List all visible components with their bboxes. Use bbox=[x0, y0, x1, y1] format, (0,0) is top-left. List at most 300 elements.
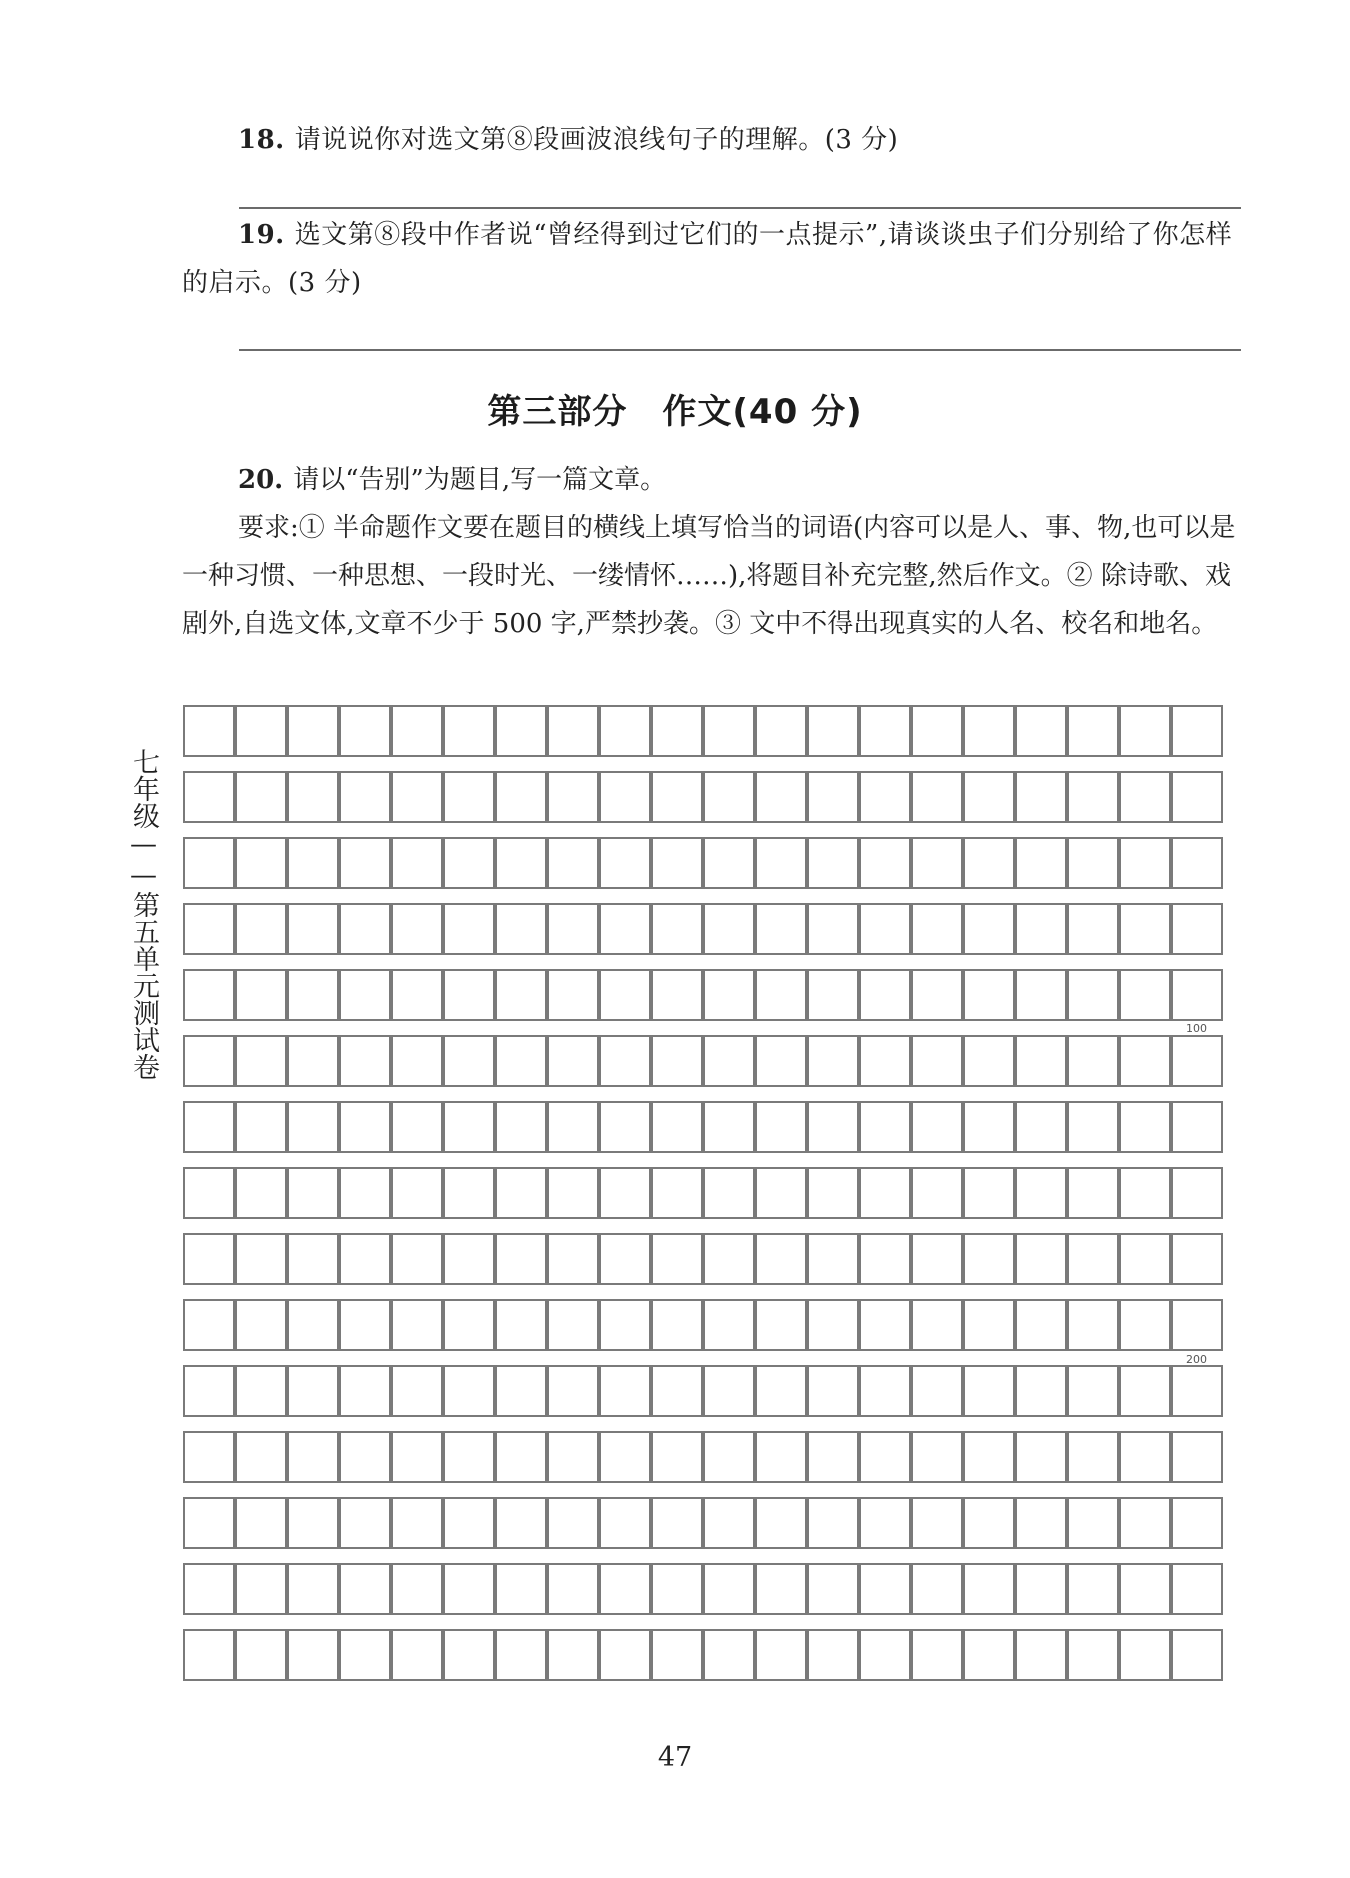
grid-cell[interactable] bbox=[1015, 1101, 1067, 1153]
grid-cell[interactable] bbox=[495, 903, 547, 955]
grid-cell[interactable] bbox=[183, 837, 235, 889]
grid-cell[interactable] bbox=[755, 1431, 807, 1483]
grid-cell[interactable] bbox=[495, 1497, 547, 1549]
grid-cell[interactable] bbox=[1119, 969, 1171, 1021]
grid-cell[interactable] bbox=[599, 903, 651, 955]
grid-cell[interactable] bbox=[859, 1563, 911, 1615]
grid-cell[interactable] bbox=[1171, 771, 1223, 823]
grid-cell[interactable] bbox=[547, 1497, 599, 1549]
grid-cell[interactable] bbox=[443, 837, 495, 889]
grid-cell[interactable] bbox=[1171, 1563, 1223, 1615]
grid-cell[interactable] bbox=[287, 1233, 339, 1285]
grid-cell[interactable] bbox=[1015, 1563, 1067, 1615]
grid-cell[interactable] bbox=[1067, 705, 1119, 757]
grid-cell[interactable] bbox=[1119, 1563, 1171, 1615]
grid-cell[interactable] bbox=[1015, 903, 1067, 955]
grid-cell[interactable] bbox=[391, 1035, 443, 1087]
grid-cell[interactable] bbox=[807, 1431, 859, 1483]
grid-cell[interactable] bbox=[1067, 1233, 1119, 1285]
grid-cell[interactable] bbox=[755, 1299, 807, 1351]
grid-cell[interactable] bbox=[963, 1431, 1015, 1483]
grid-cell[interactable] bbox=[391, 837, 443, 889]
grid-cell[interactable] bbox=[1171, 837, 1223, 889]
grid-cell[interactable] bbox=[651, 771, 703, 823]
grid-cell[interactable] bbox=[963, 1563, 1015, 1615]
grid-cell[interactable] bbox=[495, 1233, 547, 1285]
grid-cell[interactable] bbox=[703, 837, 755, 889]
grid-cell[interactable] bbox=[599, 1167, 651, 1219]
grid-cell[interactable] bbox=[443, 705, 495, 757]
grid-cell[interactable] bbox=[443, 1431, 495, 1483]
grid-cell[interactable] bbox=[859, 837, 911, 889]
grid-cell[interactable] bbox=[703, 705, 755, 757]
grid-cell[interactable] bbox=[1015, 1431, 1067, 1483]
grid-cell[interactable] bbox=[1067, 837, 1119, 889]
grid-cell[interactable] bbox=[287, 1629, 339, 1681]
grid-cell[interactable] bbox=[651, 1299, 703, 1351]
grid-cell[interactable] bbox=[339, 903, 391, 955]
grid-cell[interactable] bbox=[1171, 1167, 1223, 1219]
grid-cell[interactable] bbox=[859, 1167, 911, 1219]
grid-cell[interactable] bbox=[547, 1035, 599, 1087]
grid-cell[interactable] bbox=[547, 1563, 599, 1615]
grid-cell[interactable] bbox=[183, 1365, 235, 1417]
grid-cell[interactable] bbox=[1015, 1167, 1067, 1219]
grid-cell[interactable] bbox=[859, 1035, 911, 1087]
grid-cell[interactable] bbox=[807, 837, 859, 889]
grid-cell[interactable] bbox=[287, 1497, 339, 1549]
grid-cell[interactable] bbox=[235, 1035, 287, 1087]
grid-cell[interactable] bbox=[339, 969, 391, 1021]
grid-cell[interactable] bbox=[911, 1629, 963, 1681]
grid-cell[interactable] bbox=[183, 705, 235, 757]
grid-cell[interactable] bbox=[495, 1299, 547, 1351]
grid-cell[interactable] bbox=[391, 1431, 443, 1483]
grid-cell[interactable] bbox=[235, 705, 287, 757]
grid-cell[interactable] bbox=[339, 771, 391, 823]
grid-cell[interactable] bbox=[599, 837, 651, 889]
grid-cell[interactable] bbox=[547, 1101, 599, 1153]
grid-cell[interactable] bbox=[651, 705, 703, 757]
grid-cell[interactable] bbox=[547, 771, 599, 823]
grid-cell[interactable] bbox=[1119, 1365, 1171, 1417]
grid-cell[interactable] bbox=[963, 1629, 1015, 1681]
grid-cell[interactable] bbox=[1015, 1497, 1067, 1549]
grid-cell[interactable] bbox=[911, 903, 963, 955]
grid-cell[interactable] bbox=[495, 1563, 547, 1615]
grid-cell[interactable] bbox=[391, 1101, 443, 1153]
grid-cell[interactable] bbox=[651, 1233, 703, 1285]
grid-cell[interactable] bbox=[495, 1365, 547, 1417]
grid-cell[interactable] bbox=[391, 1299, 443, 1351]
grid-cell[interactable] bbox=[287, 1299, 339, 1351]
grid-cell[interactable] bbox=[1119, 771, 1171, 823]
grid-cell[interactable] bbox=[963, 771, 1015, 823]
grid-cell[interactable] bbox=[235, 1233, 287, 1285]
grid-cell[interactable] bbox=[391, 1629, 443, 1681]
grid-cell[interactable] bbox=[183, 1497, 235, 1549]
grid-cell[interactable] bbox=[963, 1299, 1015, 1351]
grid-cell[interactable] bbox=[911, 1299, 963, 1351]
grid-cell[interactable] bbox=[911, 705, 963, 757]
grid-cell[interactable] bbox=[235, 1563, 287, 1615]
grid-cell[interactable] bbox=[1067, 1563, 1119, 1615]
grid-cell[interactable] bbox=[911, 1233, 963, 1285]
grid-cell[interactable] bbox=[287, 969, 339, 1021]
grid-cell[interactable] bbox=[1015, 1035, 1067, 1087]
grid-cell[interactable] bbox=[1171, 1299, 1223, 1351]
grid-cell[interactable] bbox=[807, 1563, 859, 1615]
grid-cell[interactable] bbox=[755, 1365, 807, 1417]
grid-cell[interactable] bbox=[1171, 1629, 1223, 1681]
grid-cell[interactable] bbox=[807, 1497, 859, 1549]
grid-cell[interactable] bbox=[807, 1233, 859, 1285]
grid-cell[interactable] bbox=[755, 771, 807, 823]
grid-cell[interactable] bbox=[391, 1233, 443, 1285]
grid-cell[interactable] bbox=[547, 969, 599, 1021]
grid-cell[interactable] bbox=[495, 1101, 547, 1153]
grid-cell[interactable] bbox=[755, 1035, 807, 1087]
grid-cell[interactable] bbox=[755, 705, 807, 757]
grid-cell[interactable] bbox=[703, 771, 755, 823]
grid-cell[interactable] bbox=[703, 1629, 755, 1681]
grid-cell[interactable] bbox=[391, 969, 443, 1021]
grid-cell[interactable] bbox=[1015, 837, 1067, 889]
grid-cell[interactable] bbox=[703, 1497, 755, 1549]
grid-cell[interactable] bbox=[1171, 1431, 1223, 1483]
grid-cell[interactable] bbox=[1119, 1101, 1171, 1153]
grid-cell[interactable] bbox=[391, 705, 443, 757]
grid-cell[interactable] bbox=[1067, 1629, 1119, 1681]
grid-cell[interactable] bbox=[339, 1431, 391, 1483]
grid-cell[interactable] bbox=[1119, 1233, 1171, 1285]
grid-cell[interactable] bbox=[495, 1629, 547, 1681]
grid-cell[interactable] bbox=[547, 1431, 599, 1483]
grid-cell[interactable] bbox=[599, 1629, 651, 1681]
grid-cell[interactable] bbox=[703, 1233, 755, 1285]
grid-cell[interactable] bbox=[755, 837, 807, 889]
grid-cell[interactable] bbox=[755, 903, 807, 955]
grid-cell[interactable] bbox=[183, 1629, 235, 1681]
grid-cell[interactable] bbox=[807, 969, 859, 1021]
grid-cell[interactable] bbox=[443, 969, 495, 1021]
grid-cell[interactable] bbox=[963, 1233, 1015, 1285]
grid-cell[interactable] bbox=[495, 1035, 547, 1087]
grid-cell[interactable] bbox=[1015, 969, 1067, 1021]
grid-cell[interactable] bbox=[651, 837, 703, 889]
grid-cell[interactable] bbox=[391, 903, 443, 955]
grid-cell[interactable] bbox=[339, 1101, 391, 1153]
grid-cell[interactable] bbox=[599, 1299, 651, 1351]
grid-cell[interactable] bbox=[1015, 1629, 1067, 1681]
grid-cell[interactable] bbox=[963, 1035, 1015, 1087]
grid-cell[interactable] bbox=[911, 1035, 963, 1087]
grid-cell[interactable] bbox=[1119, 1431, 1171, 1483]
grid-cell[interactable] bbox=[651, 903, 703, 955]
grid-cell[interactable] bbox=[1067, 1365, 1119, 1417]
grid-cell[interactable] bbox=[235, 1365, 287, 1417]
grid-cell[interactable] bbox=[391, 1497, 443, 1549]
grid-cell[interactable] bbox=[287, 837, 339, 889]
grid-cell[interactable] bbox=[235, 969, 287, 1021]
grid-cell[interactable] bbox=[547, 837, 599, 889]
grid-cell[interactable] bbox=[235, 903, 287, 955]
grid-cell[interactable] bbox=[339, 1563, 391, 1615]
grid-cell[interactable] bbox=[287, 903, 339, 955]
grid-cell[interactable] bbox=[859, 705, 911, 757]
grid-cell[interactable] bbox=[911, 837, 963, 889]
grid-cell[interactable] bbox=[1119, 1299, 1171, 1351]
grid-cell[interactable] bbox=[1015, 771, 1067, 823]
grid-cell[interactable] bbox=[859, 903, 911, 955]
grid-cell[interactable] bbox=[1015, 1233, 1067, 1285]
grid-cell[interactable] bbox=[755, 1497, 807, 1549]
grid-cell[interactable] bbox=[1119, 1629, 1171, 1681]
grid-cell[interactable] bbox=[443, 771, 495, 823]
grid-cell[interactable] bbox=[755, 1101, 807, 1153]
grid-cell[interactable] bbox=[1015, 705, 1067, 757]
grid-cell[interactable] bbox=[183, 1233, 235, 1285]
grid-cell[interactable] bbox=[599, 1563, 651, 1615]
grid-cell[interactable] bbox=[391, 1365, 443, 1417]
grid-cell[interactable] bbox=[911, 1101, 963, 1153]
grid-cell[interactable] bbox=[703, 1299, 755, 1351]
grid-cell[interactable] bbox=[1119, 837, 1171, 889]
grid-cell[interactable] bbox=[391, 1167, 443, 1219]
grid-cell[interactable] bbox=[495, 771, 547, 823]
grid-cell[interactable] bbox=[287, 771, 339, 823]
grid-cell[interactable] bbox=[651, 1101, 703, 1153]
grid-cell[interactable] bbox=[235, 837, 287, 889]
grid-cell[interactable] bbox=[183, 1299, 235, 1351]
grid-cell[interactable] bbox=[703, 969, 755, 1021]
grid-cell[interactable] bbox=[807, 903, 859, 955]
grid-cell[interactable] bbox=[807, 1299, 859, 1351]
grid-cell[interactable] bbox=[1119, 705, 1171, 757]
grid-cell[interactable] bbox=[703, 1035, 755, 1087]
grid-cell[interactable] bbox=[859, 1101, 911, 1153]
grid-cell[interactable] bbox=[443, 1299, 495, 1351]
grid-cell[interactable] bbox=[495, 1167, 547, 1219]
grid-cell[interactable] bbox=[287, 1167, 339, 1219]
answer-line-19[interactable] bbox=[239, 349, 1241, 351]
grid-cell[interactable] bbox=[911, 1563, 963, 1615]
grid-cell[interactable] bbox=[495, 837, 547, 889]
grid-cell[interactable] bbox=[547, 1299, 599, 1351]
grid-cell[interactable] bbox=[339, 837, 391, 889]
grid-cell[interactable] bbox=[1067, 1167, 1119, 1219]
grid-cell[interactable] bbox=[339, 1233, 391, 1285]
grid-cell[interactable] bbox=[911, 1431, 963, 1483]
grid-cell[interactable] bbox=[703, 1431, 755, 1483]
grid-cell[interactable] bbox=[287, 1035, 339, 1087]
grid-cell[interactable] bbox=[651, 1167, 703, 1219]
grid-cell[interactable] bbox=[547, 903, 599, 955]
grid-cell[interactable] bbox=[755, 1233, 807, 1285]
grid-cell[interactable] bbox=[1171, 705, 1223, 757]
grid-cell[interactable] bbox=[963, 969, 1015, 1021]
grid-cell[interactable] bbox=[1119, 1167, 1171, 1219]
grid-cell[interactable] bbox=[443, 1233, 495, 1285]
grid-cell[interactable] bbox=[807, 1035, 859, 1087]
grid-cell[interactable] bbox=[859, 1497, 911, 1549]
grid-cell[interactable] bbox=[443, 1563, 495, 1615]
grid-cell[interactable] bbox=[807, 1167, 859, 1219]
grid-cell[interactable] bbox=[807, 705, 859, 757]
grid-cell[interactable] bbox=[1119, 903, 1171, 955]
grid-cell[interactable] bbox=[287, 1431, 339, 1483]
grid-cell[interactable] bbox=[651, 1629, 703, 1681]
grid-cell[interactable] bbox=[859, 1233, 911, 1285]
grid-cell[interactable] bbox=[287, 1365, 339, 1417]
grid-cell[interactable] bbox=[963, 1365, 1015, 1417]
grid-cell[interactable] bbox=[1067, 1497, 1119, 1549]
grid-cell[interactable] bbox=[703, 1101, 755, 1153]
grid-cell[interactable] bbox=[287, 705, 339, 757]
grid-cell[interactable] bbox=[859, 1299, 911, 1351]
grid-cell[interactable] bbox=[1067, 1035, 1119, 1087]
grid-cell[interactable] bbox=[911, 969, 963, 1021]
grid-cell[interactable] bbox=[1171, 1101, 1223, 1153]
grid-cell[interactable] bbox=[599, 1233, 651, 1285]
grid-cell[interactable] bbox=[599, 1365, 651, 1417]
grid-cell[interactable] bbox=[859, 771, 911, 823]
grid-cell[interactable] bbox=[235, 1431, 287, 1483]
grid-cell[interactable] bbox=[807, 1629, 859, 1681]
grid-cell[interactable] bbox=[703, 1365, 755, 1417]
grid-cell[interactable] bbox=[183, 1101, 235, 1153]
grid-cell[interactable] bbox=[703, 903, 755, 955]
grid-cell[interactable] bbox=[547, 1629, 599, 1681]
grid-cell[interactable] bbox=[755, 969, 807, 1021]
grid-cell[interactable] bbox=[703, 1167, 755, 1219]
grid-cell[interactable] bbox=[183, 1167, 235, 1219]
grid-cell[interactable] bbox=[495, 969, 547, 1021]
grid-cell[interactable] bbox=[235, 1629, 287, 1681]
grid-cell[interactable] bbox=[287, 1563, 339, 1615]
grid-cell[interactable] bbox=[963, 903, 1015, 955]
grid-cell[interactable] bbox=[339, 1299, 391, 1351]
grid-cell[interactable] bbox=[235, 1497, 287, 1549]
grid-cell[interactable] bbox=[443, 903, 495, 955]
grid-cell[interactable] bbox=[807, 1365, 859, 1417]
grid-cell[interactable] bbox=[547, 1233, 599, 1285]
grid-cell[interactable] bbox=[1119, 1497, 1171, 1549]
grid-cell[interactable] bbox=[339, 705, 391, 757]
grid-cell[interactable] bbox=[183, 1035, 235, 1087]
grid-cell[interactable] bbox=[1119, 1035, 1171, 1087]
grid-cell[interactable] bbox=[1067, 1299, 1119, 1351]
grid-cell[interactable] bbox=[963, 837, 1015, 889]
grid-cell[interactable] bbox=[859, 969, 911, 1021]
grid-cell[interactable] bbox=[339, 1365, 391, 1417]
grid-cell[interactable] bbox=[911, 1365, 963, 1417]
grid-cell[interactable] bbox=[1067, 969, 1119, 1021]
grid-cell[interactable] bbox=[1067, 1101, 1119, 1153]
grid-cell[interactable] bbox=[183, 1431, 235, 1483]
grid-cell[interactable] bbox=[599, 705, 651, 757]
grid-cell[interactable] bbox=[1067, 771, 1119, 823]
grid-cell[interactable] bbox=[911, 771, 963, 823]
grid-cell[interactable] bbox=[599, 1035, 651, 1087]
grid-cell[interactable] bbox=[599, 1497, 651, 1549]
grid-cell[interactable] bbox=[599, 969, 651, 1021]
grid-cell[interactable] bbox=[1015, 1299, 1067, 1351]
grid-cell[interactable] bbox=[651, 1431, 703, 1483]
grid-cell[interactable] bbox=[547, 1365, 599, 1417]
grid-cell[interactable] bbox=[1171, 1233, 1223, 1285]
grid-cell[interactable] bbox=[183, 903, 235, 955]
grid-cell[interactable] bbox=[1067, 1431, 1119, 1483]
grid-cell[interactable] bbox=[1171, 969, 1223, 1021]
grid-cell[interactable] bbox=[183, 969, 235, 1021]
grid-cell[interactable] bbox=[391, 1563, 443, 1615]
grid-cell[interactable] bbox=[651, 1563, 703, 1615]
grid-cell[interactable] bbox=[235, 1167, 287, 1219]
answer-line-18[interactable] bbox=[239, 207, 1241, 209]
grid-cell[interactable] bbox=[443, 1167, 495, 1219]
grid-cell[interactable] bbox=[807, 771, 859, 823]
grid-cell[interactable] bbox=[1171, 1365, 1223, 1417]
grid-cell[interactable] bbox=[703, 1563, 755, 1615]
grid-cell[interactable] bbox=[1015, 1365, 1067, 1417]
grid-cell[interactable] bbox=[183, 1563, 235, 1615]
grid-cell[interactable] bbox=[443, 1101, 495, 1153]
grid-cell[interactable] bbox=[1171, 903, 1223, 955]
grid-cell[interactable] bbox=[339, 1497, 391, 1549]
grid-cell[interactable] bbox=[443, 1035, 495, 1087]
grid-cell[interactable] bbox=[911, 1497, 963, 1549]
grid-cell[interactable] bbox=[807, 1101, 859, 1153]
grid-cell[interactable] bbox=[911, 1167, 963, 1219]
grid-cell[interactable] bbox=[963, 1167, 1015, 1219]
grid-cell[interactable] bbox=[547, 1167, 599, 1219]
grid-cell[interactable] bbox=[391, 771, 443, 823]
grid-cell[interactable] bbox=[859, 1431, 911, 1483]
grid-cell[interactable] bbox=[235, 771, 287, 823]
grid-cell[interactable] bbox=[651, 969, 703, 1021]
grid-cell[interactable] bbox=[755, 1167, 807, 1219]
grid-cell[interactable] bbox=[651, 1497, 703, 1549]
grid-cell[interactable] bbox=[755, 1563, 807, 1615]
grid-cell[interactable] bbox=[495, 705, 547, 757]
grid-cell[interactable] bbox=[339, 1167, 391, 1219]
grid-cell[interactable] bbox=[963, 1497, 1015, 1549]
grid-cell[interactable] bbox=[963, 705, 1015, 757]
grid-cell[interactable] bbox=[859, 1629, 911, 1681]
grid-cell[interactable] bbox=[599, 771, 651, 823]
essay-writing-grid[interactable] bbox=[183, 705, 1225, 1683]
grid-cell[interactable] bbox=[443, 1629, 495, 1681]
grid-cell[interactable] bbox=[1171, 1497, 1223, 1549]
grid-cell[interactable] bbox=[1067, 903, 1119, 955]
grid-cell[interactable] bbox=[183, 771, 235, 823]
grid-cell[interactable] bbox=[339, 1035, 391, 1087]
grid-cell[interactable] bbox=[443, 1497, 495, 1549]
grid-cell[interactable] bbox=[1171, 1035, 1223, 1087]
grid-cell[interactable] bbox=[495, 1431, 547, 1483]
grid-cell[interactable] bbox=[859, 1365, 911, 1417]
grid-cell[interactable] bbox=[443, 1365, 495, 1417]
grid-cell[interactable] bbox=[547, 705, 599, 757]
grid-cell[interactable] bbox=[651, 1365, 703, 1417]
grid-cell[interactable] bbox=[599, 1431, 651, 1483]
grid-cell[interactable] bbox=[963, 1101, 1015, 1153]
grid-cell[interactable] bbox=[235, 1299, 287, 1351]
grid-cell[interactable] bbox=[339, 1629, 391, 1681]
grid-cell[interactable] bbox=[755, 1629, 807, 1681]
grid-cell[interactable] bbox=[287, 1101, 339, 1153]
